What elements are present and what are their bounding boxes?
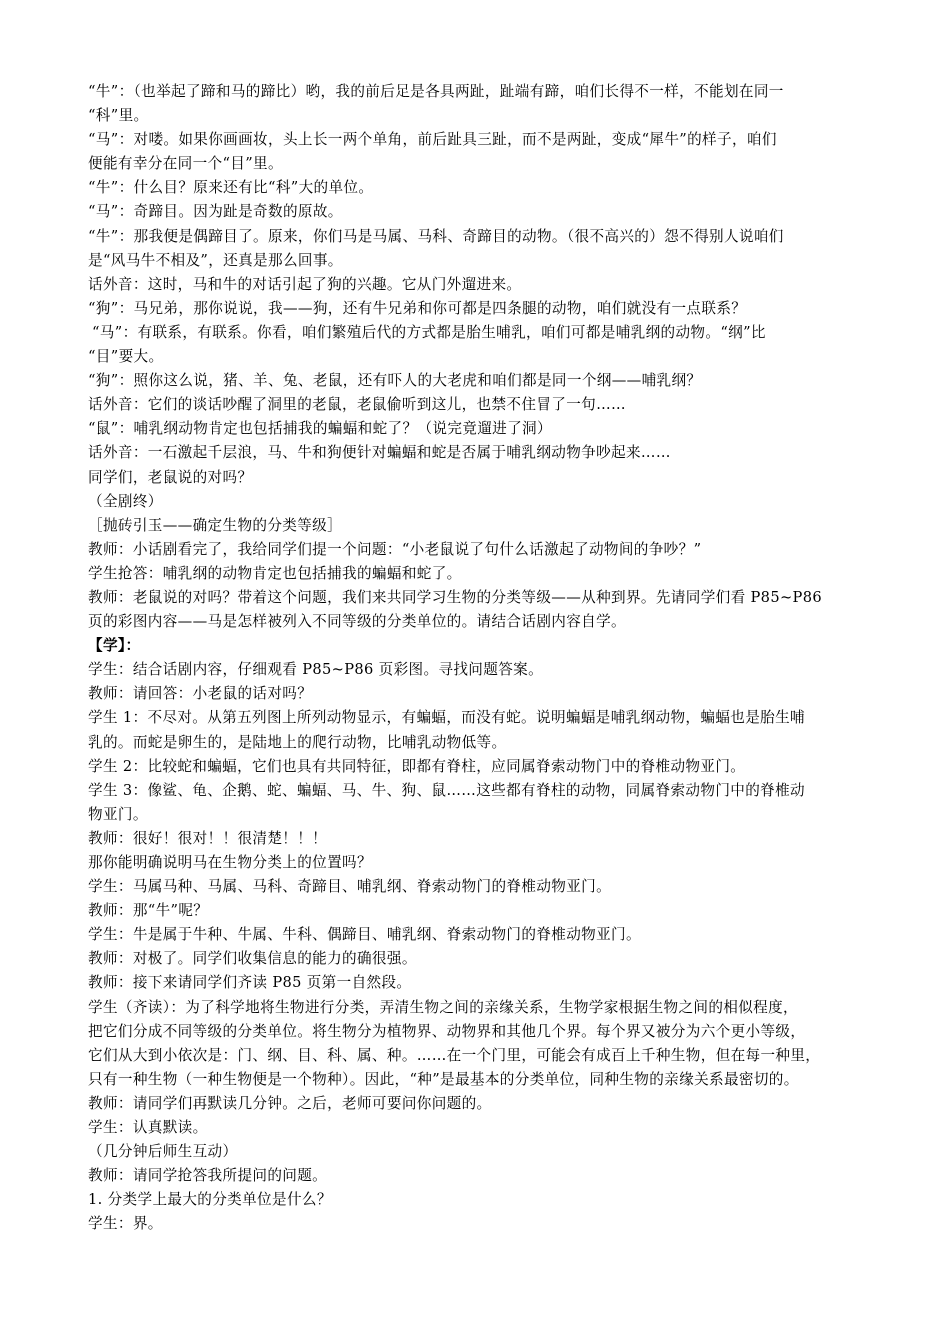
section-label: 【学】： [88,637,141,655]
text-line: “狗”：照你这么说，猪、羊、兔、老鼠，还有吓人的大老虎和咱们都是同一个纲——哺乳纲？ [88,372,702,390]
text-line: 教师：小话剧看完了，我给同学们提一个问题：“小老鼠说了句什么话激起了动物间的争吵？” [88,540,702,558]
text-line: 学生：牛是属于牛种、牛属、牛科、偶蹄目、哺乳纲、脊索动物门的脊椎动物亚门。 [88,926,641,944]
text-line: 1. 分类学上最大的分类单位是什么？ [88,1191,332,1209]
text-line: “牛”：什么目？原来还有比“科”大的单位。 [88,179,374,197]
text-line: “牛”：那我便是偶蹄目了。原来，你们马是马属、马科、奇蹄目的动物。（很不高兴的）怨不得别人说咱们 [88,227,784,245]
text-line: 教师：请同学抢答我所提问的问题。 [88,1167,328,1185]
text-line: 教师：那“牛”呢？ [88,902,209,920]
text-line: 话外音：这时，马和牛的对话引起了狗的兴趣。它从门外遛进来。 [88,275,522,293]
text-line: 话外音：它们的谈话吵醒了洞里的老鼠，老鼠偷听到这儿，也禁不住冒了一句…… [88,396,626,414]
text-line: 物亚门。 [88,805,148,823]
section-heading: ［抛砖引玉——确定生物的分类等级］ [88,516,343,534]
text-line: 学生 1：不尽对。从第五列图上所列动物显示，有蝙蝠，而没有蛇。说明蝙蝠是哺乳纲动物，蝙蝠也是胎生哺 [88,709,805,727]
text-line: “狗”：马兄弟，那你说说，我——狗，还有牛兄弟和你可都是四条腿的动物，咱们就没有一点联系？ [88,299,747,317]
text-line: 教师：请同学们再默读几分钟。之后，老师可要问你问题的。 [88,1094,492,1112]
text-line: 乳的。而蛇是卵生的，是陆地上的爬行动物，比哺乳动物低等。 [88,733,507,751]
text-line: 教师：很好！很对！！很清楚！！！ [88,829,328,847]
text-line: 学生抢答：哺乳纲的动物肯定也包括捕我的蝙蝠和蛇了。 [88,564,462,582]
text-line: 教师：老鼠说的对吗？带着这个问题，我们来共同学习生物的分类等级——从种到界。先请同学们看 P85~P86 [88,588,822,606]
text-line: “科”里。 [88,107,149,125]
text-line: “目”要大。 [88,348,164,366]
text-line: “马”：奇蹄目。因为趾是奇数的原故。 [88,203,343,221]
text-line: 是“风马牛不相及”，还真是那么回事。 [88,251,343,269]
text-line: 学生：马属马种、马属、马科、奇蹄目、哺乳纲、脊索动物门的脊椎动物亚门。 [88,878,612,896]
text-line: 话外音：一石激起千层浪，马、牛和狗便针对蝙蝠和蛇是否属于哺乳纲动物争吵起来…… [88,444,671,462]
text-line: “鼠”：哺乳纲动物肯定也包括捕我的蝙蝠和蛇了？（说完竟遛进了洞） [88,420,552,438]
text-line: 把它们分成不同等级的分类单位。将生物分为植物界、动物界和其他几个界。每个界又被分为六个更小等级， [88,1022,806,1040]
text-line: 学生 2：比较蛇和蝙蝠，它们也具有共同特征，即都有脊柱，应同属脊索动物门中的脊椎动物亚门。 [88,757,746,775]
text-line: 学生：界。 [88,1215,163,1233]
text-line: 页的彩图内容——马是怎样被列入不同等级的分类单位的。请结合话剧内容自学。 [88,613,626,631]
text-line: 它们从大到小依次是：门、纲、目、科、属、种。……在一个门里，可能会有成百上千种生物，但在每一种里， [88,1046,821,1064]
text-line: “马”：对喽。如果你画画妆，头上长一两个单角，前后趾具三趾，而不是两趾，变成“犀牛”的样子，咱们 [88,131,777,149]
text-line: 教师：接下来请同学们齐读 P85 页第一自然段。 [88,974,412,992]
text-line: 学生（齐读）：为了科学地将生物进行分类，弄清生物之间的亲缘关系，生物学家根据生物之间的相似程度， [88,998,799,1016]
text-line: 只有一种生物（一种生物便是一个物种）。因此，“种”是最基本的分类单位，同种生物的亲缘关系最密切的。 [88,1070,799,1088]
text-line: 那你能明确说明马在生物分类上的位置吗？ [88,854,372,871]
text-line: （全剧终） [88,492,163,510]
text-line: 同学们，老鼠说的对吗？ [88,468,253,486]
text-line: 学生：认真默读。 [88,1119,208,1137]
text-line: “马”：有联系，有联系。你看，咱们繁殖后代的方式都是胎生哺乳，咱们可都是哺乳纲的动物。“纲”比 [92,323,766,341]
text-line: 教师：请回答：小老鼠的话对吗？ [88,685,313,703]
text-line: 学生 3：像鲨、龟、企鹅、蛇、蝙蝠、马、牛、狗、鼠……这些都有脊柱的动物，同属脊索动物门中的脊椎动 [88,781,805,799]
text-line: 学生：结合话剧内容，仔细观看 P85~P86 页彩图。寻找问题答案。 [88,661,544,679]
text-line: （几分钟后师生互动） [88,1143,238,1161]
text-line: “牛”：（也举起了蹄和马的蹄比）哟，我的前后足是各具两趾，趾端有蹄，咱们长得不一样，不能划在同一 [88,83,784,100]
text-line: 便能有幸分在同一个“目”里。 [88,155,283,173]
document-page [88,80,913,1237]
text-line: 教师：对极了。同学们收集信息的能力的确很强。 [88,950,417,968]
